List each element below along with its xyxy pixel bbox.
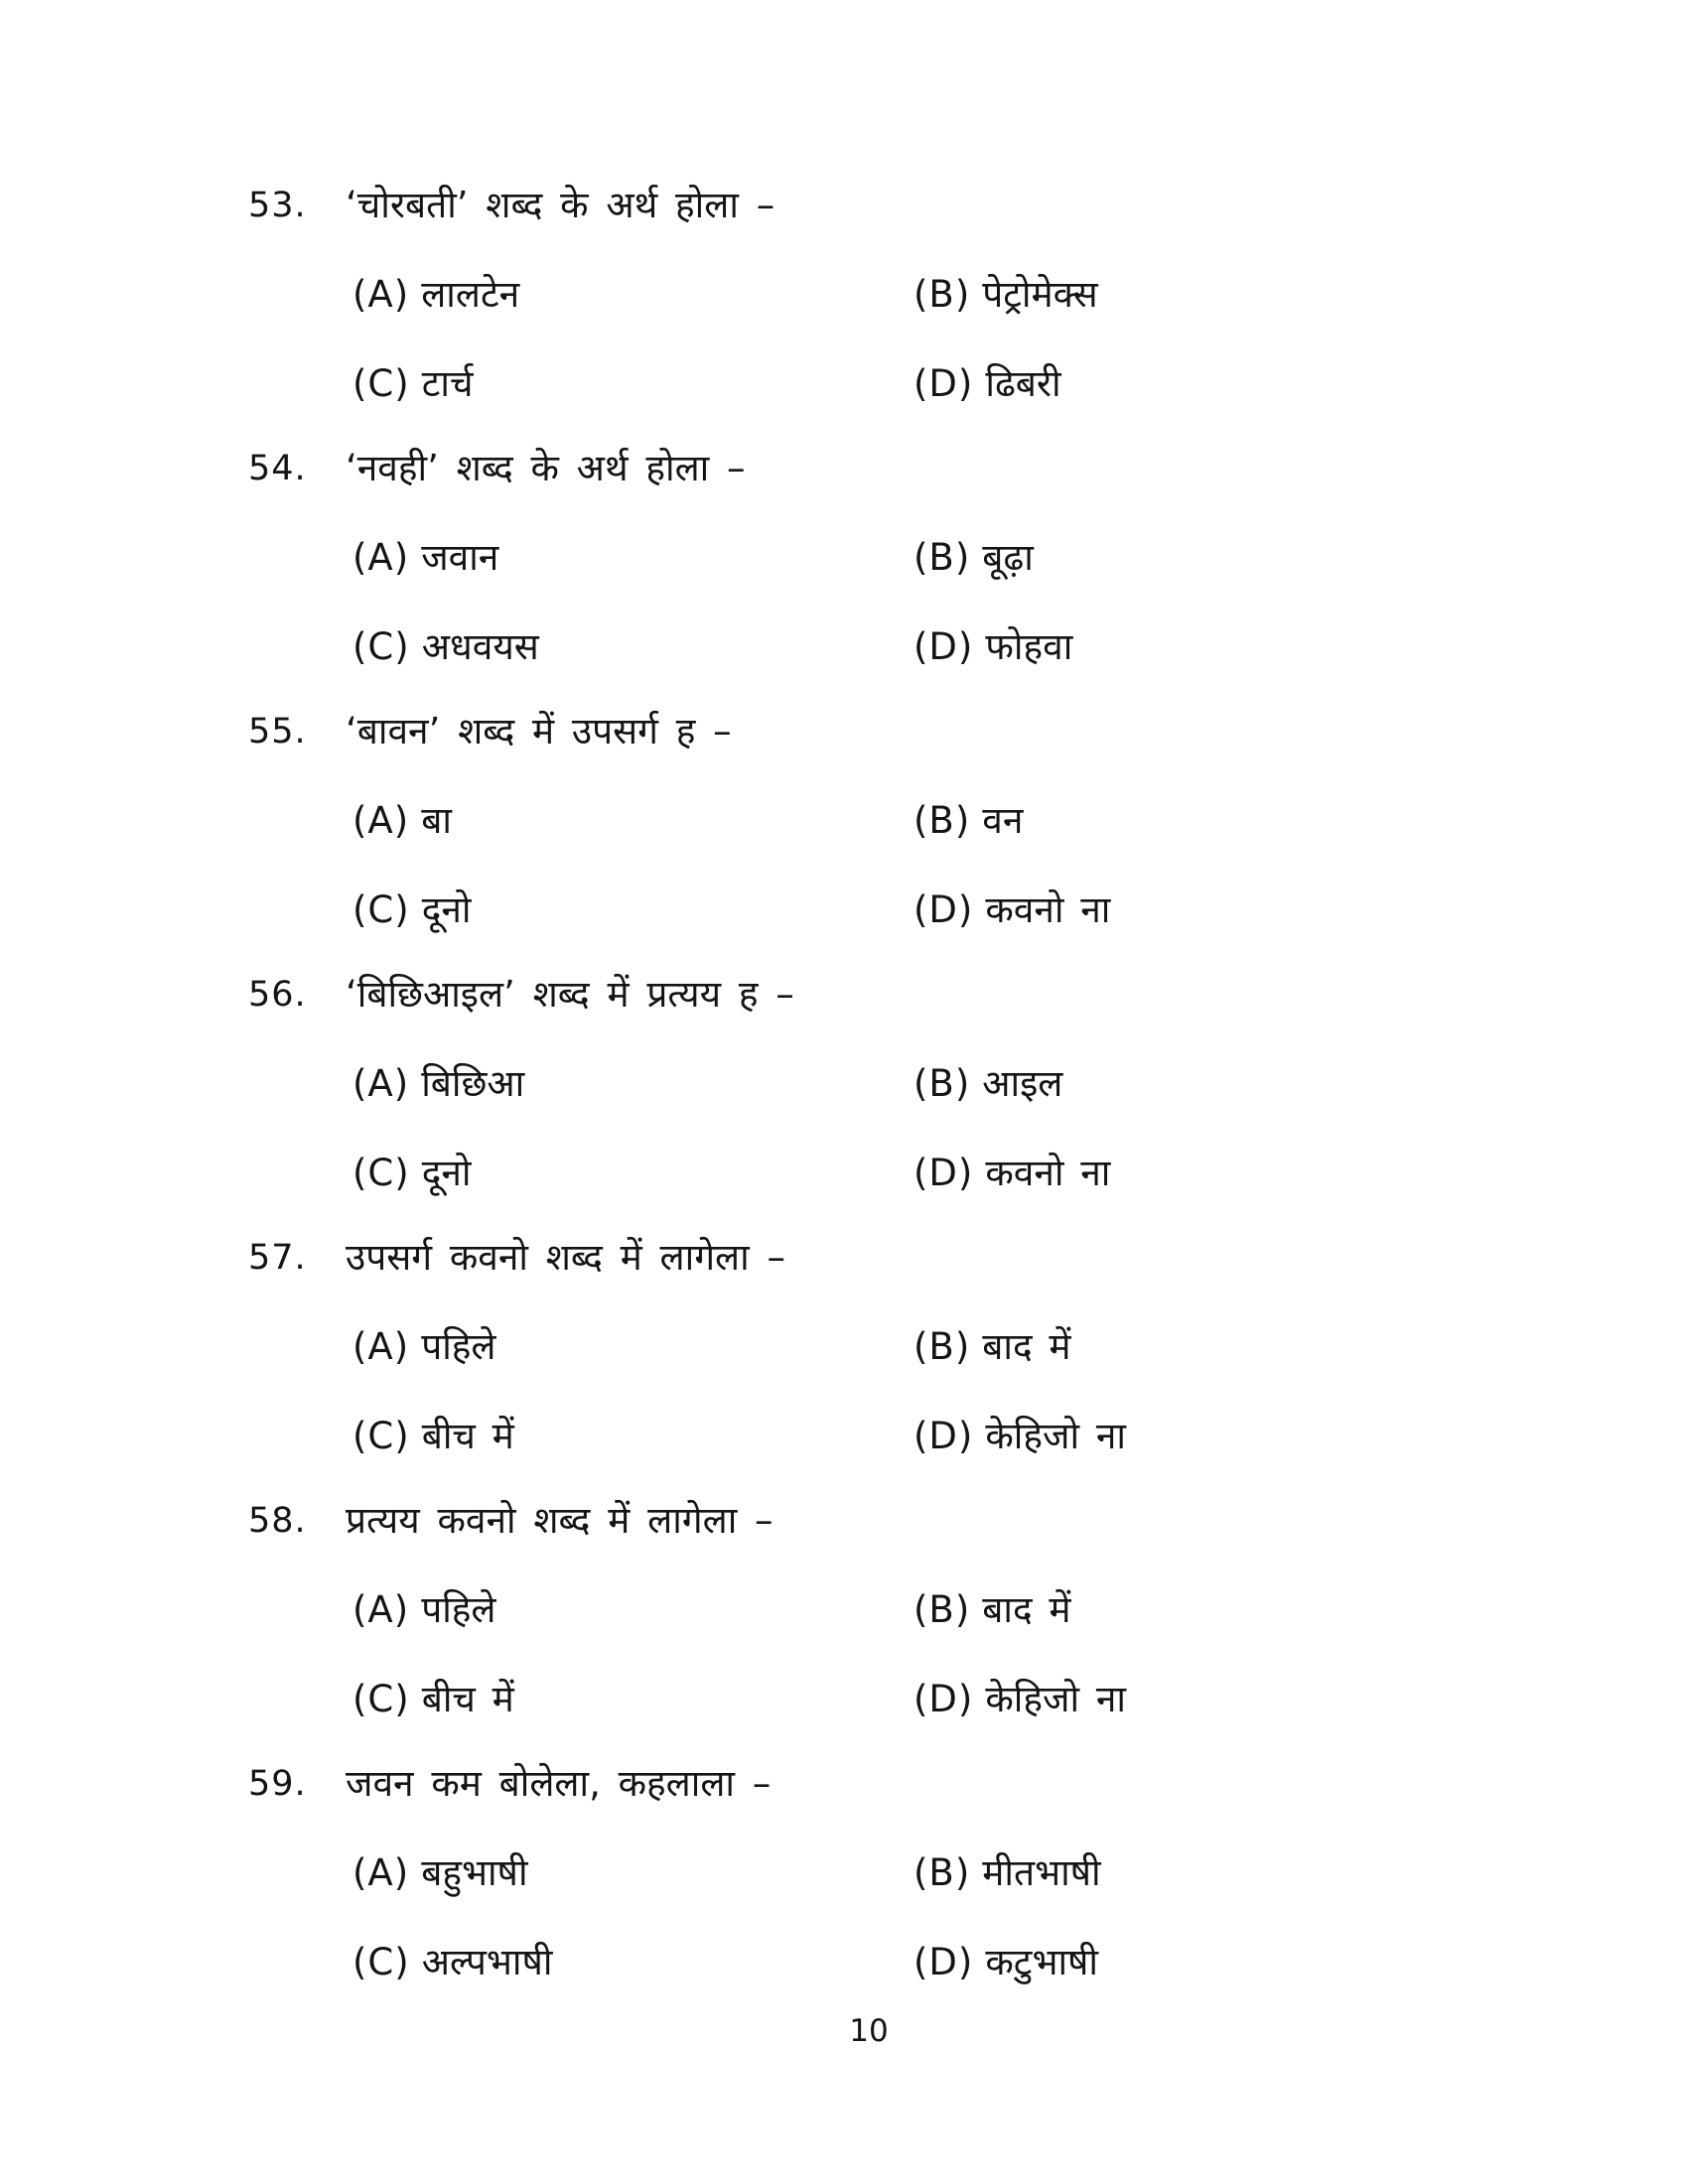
option-d-text: ढिबरी <box>985 362 1061 405</box>
option-d-label: (D) <box>914 1941 974 1983</box>
option-a-label: (A) <box>352 799 410 842</box>
option-a-text: बहुभाषी <box>421 1851 528 1894</box>
option-b <box>914 534 1688 582</box>
option-b <box>914 1060 1688 1108</box>
question-head <box>0 1497 1688 1545</box>
options-row-2 <box>0 1150 1688 1197</box>
question-number: 55. <box>248 712 307 751</box>
options-row-2 <box>0 623 1688 671</box>
option-d-text: केहिजो ना <box>985 1415 1126 1457</box>
option-d-label: (D) <box>914 1678 974 1720</box>
option-a <box>352 1586 914 1634</box>
option-b-label: (B) <box>914 1062 971 1105</box>
options-row-1 <box>0 1586 1688 1634</box>
option-d <box>914 1150 1688 1197</box>
option-d <box>914 1939 1688 1986</box>
options-row-2 <box>0 1939 1688 1986</box>
question-block <box>0 1497 1688 1760</box>
option-b <box>914 1586 1688 1634</box>
question-text: ‘चोरबती’ शब्द के अर्थ होला – <box>346 184 775 226</box>
option-c-label: (C) <box>352 1678 410 1720</box>
option-b <box>914 1849 1688 1897</box>
options-row-1 <box>0 1323 1688 1371</box>
option-a-text: पहिले <box>421 1588 496 1631</box>
options-row-1 <box>0 1060 1688 1108</box>
option-d-label: (D) <box>914 888 974 931</box>
question-block <box>0 708 1688 971</box>
option-b-text: बूढ़ा <box>982 536 1034 579</box>
option-a-text: बा <box>421 799 452 842</box>
option-a-label: (A) <box>352 1851 410 1894</box>
options-row-2 <box>0 887 1688 934</box>
option-a-label: (A) <box>352 1062 410 1105</box>
option-c-text: बीच में <box>421 1415 514 1457</box>
option-d-label: (D) <box>914 625 974 668</box>
option-a <box>352 1323 914 1371</box>
option-c-label: (C) <box>352 888 410 931</box>
option-d <box>914 887 1688 934</box>
question-text: ‘बावन’ शब्द में उपसर्ग ह – <box>346 710 732 752</box>
option-c-text: अल्पभाषी <box>421 1941 553 1983</box>
option-b-label: (B) <box>914 1588 971 1631</box>
option-d-text: कवनो ना <box>985 1152 1111 1194</box>
option-c-text: टार्च <box>421 362 474 405</box>
option-c-label: (C) <box>352 1941 410 1983</box>
option-a-text: जवान <box>421 536 499 579</box>
option-b-label: (B) <box>914 273 971 316</box>
options-row-1 <box>0 1849 1688 1897</box>
option-d-text: फोहवा <box>985 625 1073 668</box>
question-number: 54. <box>248 449 307 488</box>
options-row-2 <box>0 1676 1688 1723</box>
option-c-text: दूनो <box>421 1152 472 1194</box>
option-b-text: पेट्रोमेक्स <box>982 273 1098 316</box>
questions-list <box>0 182 1688 2023</box>
question-head <box>0 708 1688 755</box>
option-d <box>914 1413 1688 1460</box>
option-a-label: (A) <box>352 536 410 579</box>
option-c <box>352 887 914 934</box>
option-b-text: वन <box>982 799 1024 842</box>
option-b-text: मीतभाषी <box>982 1851 1101 1894</box>
option-c-text: बीच में <box>421 1678 514 1720</box>
option-a-text: बिछिआ <box>421 1062 525 1105</box>
option-d-label: (D) <box>914 1152 974 1194</box>
option-b-label: (B) <box>914 536 971 579</box>
option-b-text: बाद में <box>982 1325 1071 1368</box>
option-a <box>352 1849 914 1897</box>
option-a <box>352 271 914 319</box>
question-block <box>0 971 1688 1234</box>
question-text: ‘नवही’ शब्द के अर्थ होला – <box>346 447 746 489</box>
option-c <box>352 1676 914 1723</box>
option-b-label: (B) <box>914 1325 971 1368</box>
options-row-1 <box>0 534 1688 582</box>
option-c-label: (C) <box>352 1152 410 1194</box>
question-number: 56. <box>248 975 307 1015</box>
option-b <box>914 271 1688 319</box>
question-text: उपसर्ग कवनो शब्द में लागेला – <box>346 1236 785 1279</box>
option-b <box>914 1323 1688 1371</box>
options-row-2 <box>0 360 1688 408</box>
option-b-text: बाद में <box>982 1588 1071 1631</box>
question-head <box>0 971 1688 1019</box>
option-c-label: (C) <box>352 625 410 668</box>
option-d <box>914 1676 1688 1723</box>
question-head <box>0 1760 1688 1808</box>
option-c-text: अधवयस <box>421 625 539 668</box>
option-d <box>914 623 1688 671</box>
options-row-2 <box>0 1413 1688 1460</box>
option-a <box>352 1060 914 1108</box>
question-block <box>0 1760 1688 2023</box>
question-text: ‘बिछिआइल’ शब्द में प्रत्यय ह – <box>346 973 794 1016</box>
question-head <box>0 445 1688 492</box>
question-head <box>0 182 1688 229</box>
option-c-label: (C) <box>352 1415 410 1457</box>
option-a-label: (A) <box>352 1588 410 1631</box>
option-d-text: केहिजो ना <box>985 1678 1126 1720</box>
option-b-label: (B) <box>914 799 971 842</box>
option-d <box>914 360 1688 408</box>
option-b-text: आइल <box>982 1062 1063 1105</box>
option-c <box>352 623 914 671</box>
option-c <box>352 1150 914 1197</box>
options-row-1 <box>0 271 1688 319</box>
option-a-label: (A) <box>352 273 410 316</box>
question-text: प्रत्यय कवनो शब्द में लागेला – <box>346 1499 774 1542</box>
question-head <box>0 1234 1688 1282</box>
question-block <box>0 182 1688 445</box>
option-d-label: (D) <box>914 362 974 405</box>
question-block <box>0 445 1688 708</box>
question-block <box>0 1234 1688 1497</box>
question-number: 59. <box>248 1764 307 1804</box>
option-c-label: (C) <box>352 362 410 405</box>
question-number: 58. <box>248 1501 307 1541</box>
option-b <box>914 797 1688 845</box>
option-c-text: दूनो <box>421 888 472 931</box>
option-d-text: कटुभाषी <box>985 1941 1099 1983</box>
options-row-1 <box>0 797 1688 845</box>
option-a <box>352 797 914 845</box>
option-b-label: (B) <box>914 1851 971 1894</box>
option-a-label: (A) <box>352 1325 410 1368</box>
question-text: जवन कम बोलेला, कहलाला – <box>346 1762 772 1805</box>
option-d-text: कवनो ना <box>985 888 1111 931</box>
option-c <box>352 360 914 408</box>
option-a <box>352 534 914 582</box>
option-c <box>352 1413 914 1460</box>
page-number: 10 <box>849 2013 889 2049</box>
question-number: 53. <box>248 186 307 225</box>
question-number: 57. <box>248 1238 307 1278</box>
option-a-text: पहिले <box>421 1325 496 1368</box>
option-d-label: (D) <box>914 1415 974 1457</box>
option-c <box>352 1939 914 1986</box>
option-a-text: लालटेन <box>421 273 520 316</box>
